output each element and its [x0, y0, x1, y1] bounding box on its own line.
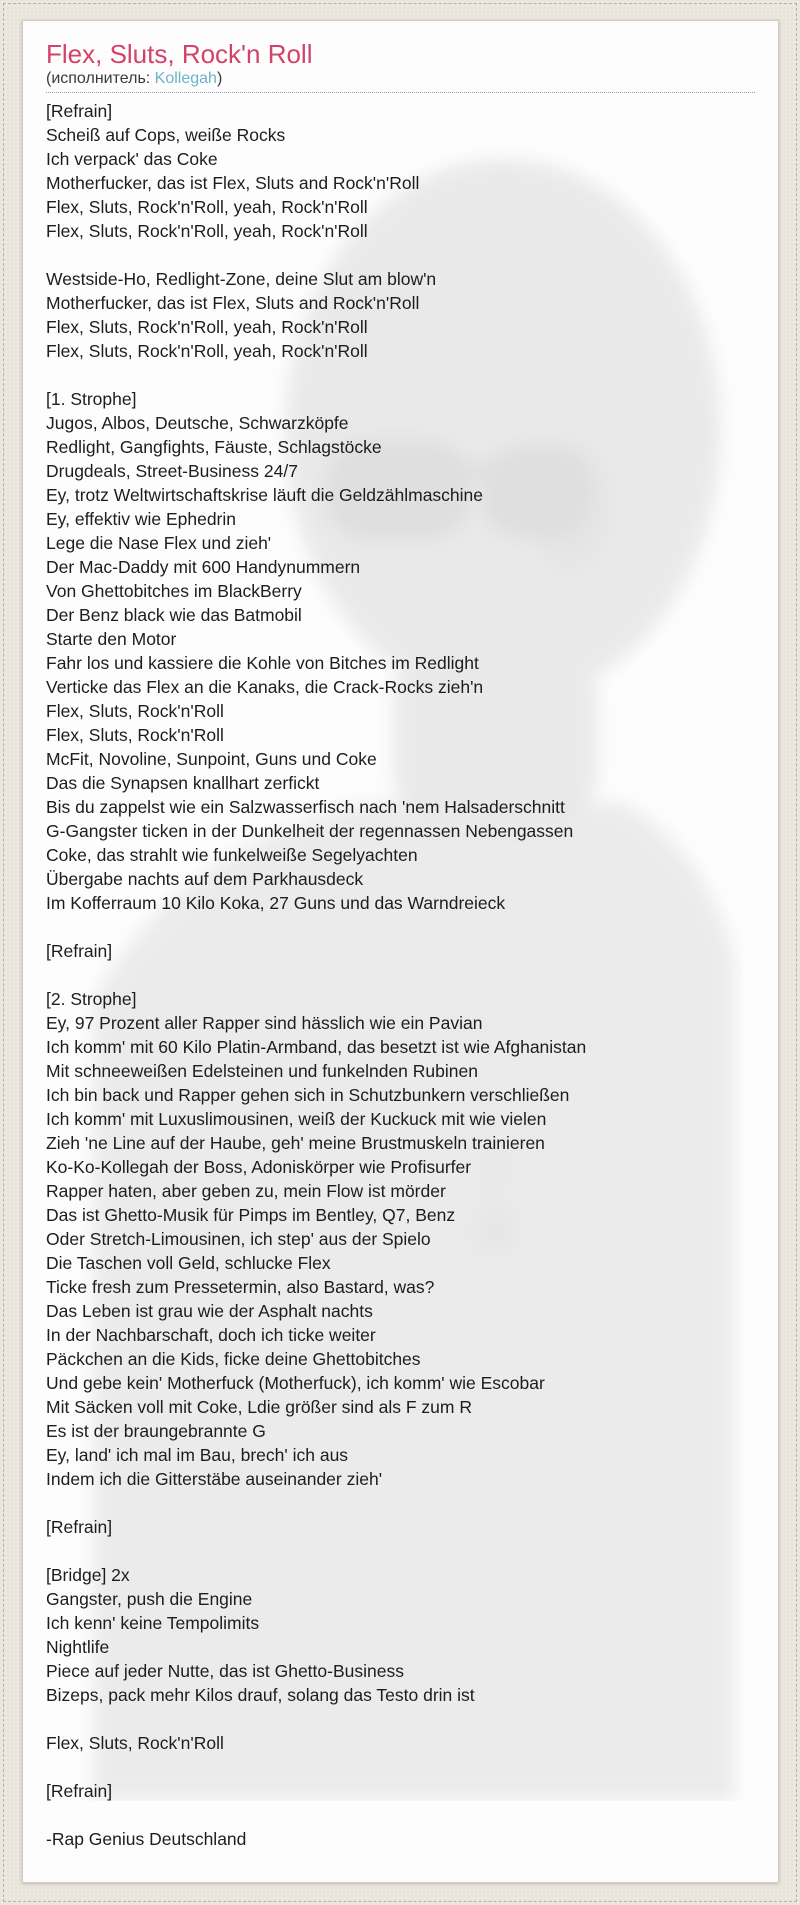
lyrics-line: G-Gangster ticken in der Dunkelheit der regennassen Nebengassen	[46, 821, 574, 841]
lyrics-line: Ticke fresh zum Pressetermin, also Bastard, was?	[46, 1277, 435, 1297]
lyrics-line: [Refrain]	[46, 101, 113, 121]
lyrics-line: Übergabe nachts auf dem Parkhausdeck	[46, 869, 364, 889]
lyrics-line: Der Benz black wie das Batmobil	[46, 605, 302, 625]
lyrics-line: Oder Stretch-Limousinen, ich step' aus der Spielo	[46, 1229, 431, 1249]
lyrics-line: Es ist der braungebrannte G	[46, 1421, 266, 1441]
lyrics-line	[46, 243, 755, 267]
lyrics-line: Ich komm' mit 60 Kilo Platin-Armband, das besetzt ist wie Afghanistan	[46, 1037, 587, 1057]
lyrics-line	[46, 963, 755, 987]
lyrics-line: Päckchen an die Kids, ficke deine Ghettobitches	[46, 1349, 421, 1369]
lyrics-line	[46, 915, 755, 939]
lyrics-line: Rapper haten, aber geben zu, mein Flow ist mörder	[46, 1181, 446, 1201]
lyrics-line: Flex, Sluts, Rock'n'Roll	[46, 1733, 224, 1753]
lyrics-line: Coke, das strahlt wie funkelweiße Segelyachten	[46, 845, 418, 865]
lyrics-content	[46, 39, 755, 1851]
lyrics-line: Scheiß auf Cops, weiße Rocks	[46, 125, 286, 145]
lyrics-line: Ey, trotz Weltwirtschaftskrise läuft die Geldzählmaschine	[46, 485, 484, 505]
artist-line	[46, 69, 755, 89]
lyrics-line: Mit schneeweißen Edelsteinen und funkelnden Rubinen	[46, 1061, 478, 1081]
lyrics-line: In der Nachbarschaft, doch ich ticke weiter	[46, 1325, 376, 1345]
dotted-divider	[46, 92, 755, 93]
lyrics-line	[46, 1755, 755, 1779]
lyrics-line: Bis du zappelst wie ein Salzwasserfisch nach 'nem Halsaderschnitt	[46, 797, 565, 817]
lyrics-line: Flex, Sluts, Rock'n'Roll	[46, 725, 224, 745]
lyrics-line: Flex, Sluts, Rock'n'Roll, yeah, Rock'n'Roll	[46, 197, 368, 217]
lyrics-line: [Refrain]	[46, 941, 113, 961]
lyrics-line: Das ist Ghetto-Musik für Pimps im Bentley, Q7, Benz	[46, 1205, 456, 1225]
lyrics-line: Motherfucker, das ist Flex, Sluts and Rock'n'Roll	[46, 293, 420, 313]
lyrics-line: Ich kenn' keine Tempolimits	[46, 1613, 260, 1633]
lyrics-line: Zieh 'ne Line auf der Haube, geh' meine Brustmuskeln trainieren	[46, 1133, 545, 1153]
lyrics-line	[46, 1491, 755, 1515]
lyrics-line: Nightlife	[46, 1637, 110, 1657]
lyrics-line: Ey, effektiv wie Ephedrin	[46, 509, 237, 529]
lyrics-line: Verticke das Flex an die Kanaks, die Crack-Rocks zieh'n	[46, 677, 484, 697]
lyrics-line	[46, 1803, 755, 1827]
lyrics-line: Von Ghettobitches im BlackBerry	[46, 581, 302, 601]
artist-label-prefix: (исполнитель:	[46, 70, 155, 87]
lyrics-line: Starte den Motor	[46, 629, 177, 649]
lyrics-line: [1. Strophe]	[46, 389, 137, 409]
lyrics-line	[46, 1707, 755, 1731]
lyrics-line: Piece auf jeder Nutte, das ist Ghetto-Business	[46, 1661, 404, 1681]
lyrics-line: Bizeps, pack mehr Kilos drauf, solang das Testo drin ist	[46, 1685, 475, 1705]
lyrics-line: Ey, 97 Prozent aller Rapper sind hässlich wie ein Pavian	[46, 1013, 483, 1033]
lyrics-line: Ich bin back und Rapper gehen sich in Schutzbunkern verschließen	[46, 1085, 570, 1105]
lyrics-line: Im Kofferraum 10 Kilo Koka, 27 Guns und das Warndreieck	[46, 893, 506, 913]
lyrics-line: Redlight, Gangfights, Fäuste, Schlagstöcke	[46, 437, 382, 457]
lyrics-line: [Refrain]	[46, 1517, 113, 1537]
lyrics-line: Flex, Sluts, Rock'n'Roll, yeah, Rock'n'Roll	[46, 221, 368, 241]
lyrics-line: Indem ich die Gitterstäbe auseinander zieh'	[46, 1469, 383, 1489]
song-title: Flex, Sluts, Rock'n Roll	[46, 39, 313, 69]
lyrics-line: Flex, Sluts, Rock'n'Roll, yeah, Rock'n'Roll	[46, 317, 368, 337]
lyrics	[46, 99, 755, 1851]
lyrics-line: McFit, Novoline, Sunpoint, Guns und Coke	[46, 749, 377, 769]
lyrics-line: Und gebe kein' Motherfuck (Motherfuck), ich komm' wie Escobar	[46, 1373, 545, 1393]
lyrics-line: Der Mac-Daddy mit 600 Handynummern	[46, 557, 361, 577]
lyrics-line: Gangster, push die Engine	[46, 1589, 253, 1609]
lyrics-line: Ey, land' ich mal im Bau, brech' ich aus	[46, 1445, 349, 1465]
lyrics-line: [Bridge] 2x	[46, 1565, 130, 1585]
lyrics-line: Ich komm' mit Luxuslimousinen, weiß der Kuckuck mit wie vielen	[46, 1109, 547, 1129]
lyrics-line: Jugos, Albos, Deutsche, Schwarzköpfe	[46, 413, 349, 433]
lyrics-line: Mit Säcken voll mit Coke, Ldie größer sind als F zum R	[46, 1397, 472, 1417]
lyrics-line: Westside-Ho, Redlight-Zone, deine Slut am blow'n	[46, 269, 437, 289]
lyrics-line: Lege die Nase Flex und zieh'	[46, 533, 272, 553]
lyrics-line: Das Leben ist grau wie der Asphalt nachts	[46, 1301, 373, 1321]
artist-link[interactable]: Kollegah	[154, 70, 217, 87]
lyrics-line: Drugdeals, Street-Business 24/7	[46, 461, 298, 481]
lyrics-line: -Rap Genius Deutschland	[46, 1829, 247, 1849]
lyrics-line: Das die Synapsen knallhart zerfickt	[46, 773, 320, 793]
lyrics-line: Die Taschen voll Geld, schlucke Flex	[46, 1253, 331, 1273]
lyrics-line	[46, 363, 755, 387]
lyrics-line: Flex, Sluts, Rock'n'Roll, yeah, Rock'n'Roll	[46, 341, 368, 361]
lyrics-line: Ich verpack' das Coke	[46, 149, 218, 169]
lyrics-line: Fahr los und kassiere die Kohle von Bitches im Redlight	[46, 653, 479, 673]
lyrics-card	[22, 20, 779, 1883]
artist-label-suffix: )	[216, 70, 223, 87]
lyrics-line: Ko-Ko-Kollegah der Boss, Adoniskörper wie Profisurfer	[46, 1157, 472, 1177]
lyrics-line: [Refrain]	[46, 1781, 113, 1801]
lyrics-line: Flex, Sluts, Rock'n'Roll	[46, 701, 224, 721]
lyrics-line: [2. Strophe]	[46, 989, 137, 1009]
lyrics-line: Motherfucker, das ist Flex, Sluts and Rock'n'Roll	[46, 173, 420, 193]
lyrics-line	[46, 1539, 755, 1563]
